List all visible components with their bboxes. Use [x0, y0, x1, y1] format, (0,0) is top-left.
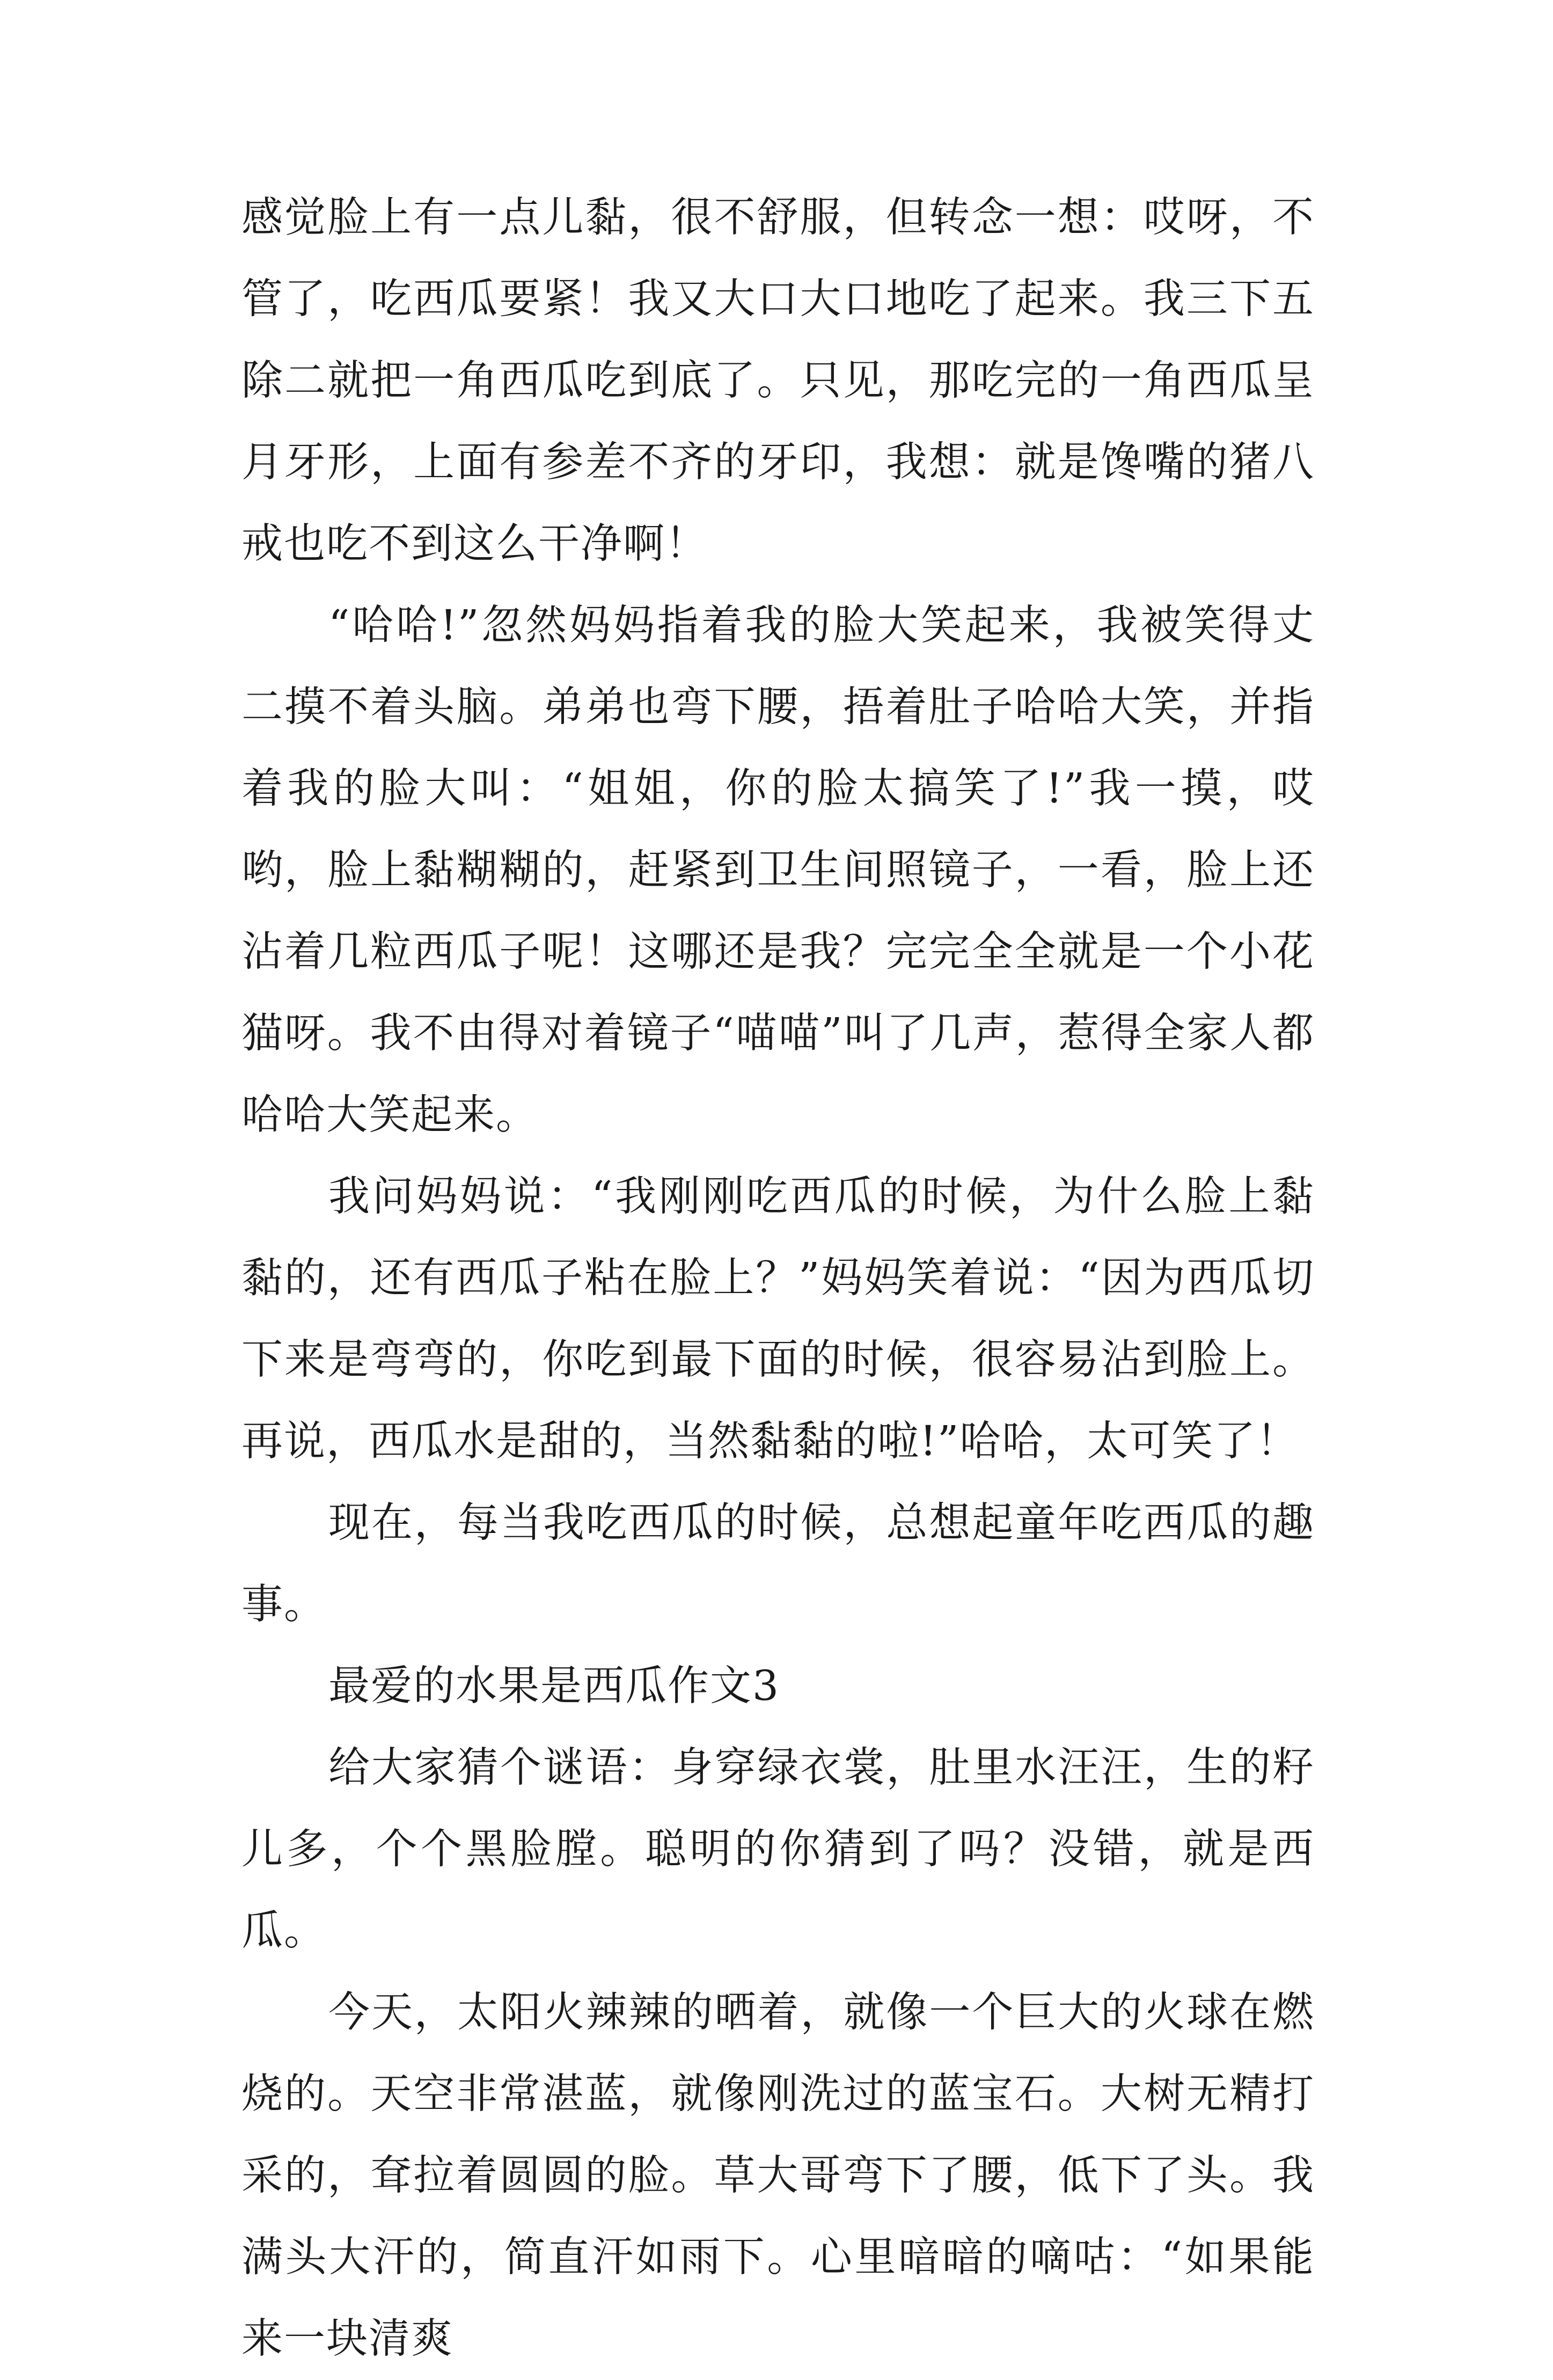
paragraph-continued: 感觉脸上有一点儿黏，很不舒服，但转念一想：哎呀，不管了，吃西瓜要紧！我又大口大口地吃了起来。我三下五除二就把一角西瓜吃到底了。只见，那吃完的一角西瓜呈月牙形，上面有参差不齐的牙印，我想：就是馋嘴的猪八戒也吃不到这么干净啊！ [241, 194, 1315, 568]
document-body [241, 177, 1315, 2380]
paragraph: 我问妈妈说：“我刚刚吃西瓜的时候，为什么脸上黏黏的，还有西瓜子粘在脸上？”妈妈笑着说：“因为西瓜切下来是弯弯的，你吃到最下面的时候，很容易沾到脸上。再说，西瓜水是甜的，当然黏黏的啦!”哈哈，太可笑了！ [241, 1173, 1315, 1465]
paragraph: “哈哈!”忽然妈妈指着我的脸大笑起来，我被笑得丈二摸不着头脑。弟弟也弯下腰，捂着肚子哈哈大笑，并指着我的脸大叫：“姐姐，你的脸太搞笑了!”我一摸，哎哟，脸上黏糊糊的，赶紧到卫生间照镜子，一看，脸上还沾着几粒西瓜子呢！这哪还是我？完完全全就是一个小花猫呀。我不由得对着镜子“喵喵”叫了几声，惹得全家人都哈哈大笑起来。 [241, 602, 1315, 1139]
paragraph: 今天，太阳火辣辣的晒着，就像一个巨大的火球在燃烧的。天空非常湛蓝，就像刚洗过的蓝宝石。大树无精打采的，耷拉着圆圆的脸。草大哥弯下了腰，低下了头。我满头大汗的，简直汗如雨下。心里暗暗的嘀咕：“如果能来一块清爽 [241, 1989, 1315, 2363]
paragraph: 给大家猜个谜语：身穿绿衣裳，肚里水汪汪，生的籽儿多，个个黑脸膛。聪明的你猜到了吗？没错，就是西瓜。 [241, 1744, 1315, 1955]
paragraph: 现在，每当我吃西瓜的时候，总想起童年吃西瓜的趣事。 [241, 1499, 1315, 1629]
section-heading: 最爱的水果是西瓜作文3 [328, 1662, 780, 1710]
